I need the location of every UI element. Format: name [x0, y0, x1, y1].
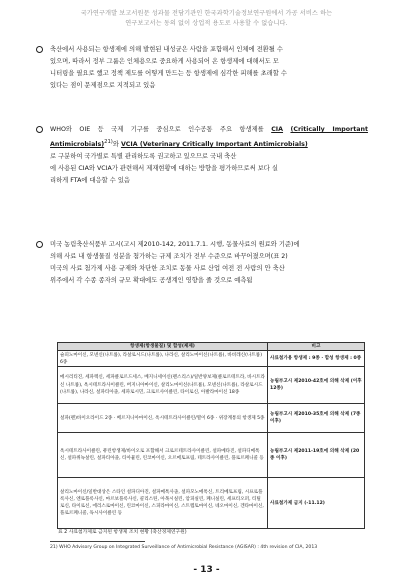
table-header-row	[58, 343, 365, 351]
page-number: - 13 -	[193, 565, 220, 575]
table-cell-note: 농림부고시 제2011-19호에 의해 삭제 (20종 이후)	[268, 433, 365, 478]
paragraph-line: 미국 농림축산식품부 고시(고시 제2010-142, 2011.7.1. 시행, 동물사료의 원료와 기준)에	[50, 241, 300, 248]
table-cell: 살리노마이신/일반대상은 스타인 설파디아진, 설파메톡사졸, 설파모노메톡신, 트리메토프림, 시프로플록사신, 엔로플록사신, 마르보플록사신, 콜리스틴, 아목시실린, 암피실린, 페니실린, 세프티오퍼, 티틸로신, 타이로신, 에리스로마이신, 린코마이신, 스피라마이신, 스트렙토마이신, 네오마이신, 겐타마이신, 플로르페니콜, 독시사이클린 등	[58, 478, 268, 529]
paragraph-3	[50, 239, 368, 287]
table-header-cell: 항생제(항생물질) 및 합성(제제)	[58, 343, 268, 351]
paragraph-line: 의해 사료 내 항생물질 성분을 첨가하는 규제 조치가 전부 수준으로 바꾸어졌으며(표 2)	[50, 253, 288, 260]
paragraph-line: 에 사용된 CIA와 VCIA가 관련해서 제재현황에 대하는 방향을 평가하므로써 보다 실	[50, 165, 278, 173]
paragraph-line: WHO와 OIE 등 국제 기구를 중심으로 인수공통 주요 항생제를 CIA (Critically Important Antimicrobials)$^{21)}$와 VCIA (Veterinary Critically Important Antimicrobials)	[50, 126, 368, 149]
table-cell: 옥시테트라사이클린, 퓨린항생제/바이오로 포함해서 크로르테트라사이클린, 설파메타진, 설파디메톡신, 설파퀴녹살린, 설파티아졸, 티아뮬린, 린코마이신, 오르메토프림, 테트라사이클린, 플로르페니콜 등	[58, 433, 268, 478]
footnote: 21) WHO Advisory Group on Integrated Surveillance of Antimicrobial Resistance (AGISAR) : 4th revision of CIA, 2013	[50, 545, 318, 550]
table-cell-note: 농림부고시 제2010-42호에 의해 삭제 (이후 12종)	[268, 367, 365, 404]
paragraph-line: 있으며, 따라서 정부 그룹은 인체용으로 중요하게 사용되어 온 항생제에 대해서도 모	[50, 58, 279, 65]
watermark-line-1: 국가연구개발 보고서원문 성과물 전담기관인 한국과학기술정보연구원에서 가공 서비스 하는	[80, 10, 333, 17]
paragraph-line: 있다는 점이 문제점으로 지적되고 있음	[50, 82, 156, 89]
paragraph-line: 니터링을 필요로 했고 정책 제도를 어떻게 만드는 등 항생제에 심각한 피해를 초래할 수	[50, 70, 287, 77]
table-row	[58, 351, 365, 367]
table-caption: 표 2 사료첨가제로 금지된 항생제 조치 현황 (축산경제연구원)	[58, 530, 187, 535]
table-cell-note: 사료첨가용 항생제 : 9종 · 합성 항생제 : 0종	[268, 351, 365, 367]
table-row	[58, 433, 365, 478]
paragraph-2	[50, 124, 368, 187]
table-cell-note: 농림부고시 제2010-35호에 의해 삭제 (7종 이후)	[268, 404, 365, 433]
table-cell: 메시리티진, 세파렉신, 세파클로르드세스, 베지니세이신(펜스리스)/일반양보제(클로르테트라, 바시트라신 나트륨), 옥시테트라사이클린, 버지니아마이신, 살리노마이신(나트륨), 모넨신(나트륨), 라살로시드(나트륨), 나라신, 설파티아졸, 세파로시민, 크로르사이클린, 타이로신, 아발라마이신 18종	[58, 367, 268, 404]
paragraph-line: 미국의 사료 첨가제 사용 규제와 차단한 조치로 동물 사료 산업 여전 전 사람의 안 축산	[50, 265, 285, 272]
paragraph-line: 리하게 FTA에 대응할 수 있음	[50, 177, 131, 185]
paragraph-line: 로 구분하여 국가별로 특별 관리하도록 권고하고 있으므로 국내 축산	[50, 153, 237, 161]
footnote-divider	[50, 541, 145, 542]
table-cell-note: 사료첨가제 금지 (-11.12)	[268, 478, 365, 529]
paragraph-1	[50, 44, 368, 92]
bullet-circle-icon	[36, 46, 43, 53]
table-header-cell: 비고	[268, 343, 365, 351]
watermark-line-2: 연구보고서는 동의 없이 상업적 용도로 사용할 수 없습니다.	[125, 20, 288, 27]
table-row	[58, 367, 365, 404]
paragraph-line: 위주에서 각 수종 종자의 규모 확대에도 공생계인 영향을 줄 것으로 예측됨	[50, 277, 253, 284]
bullet-circle-icon	[36, 241, 43, 248]
bullet-circle-icon	[36, 126, 43, 133]
watermark	[0, 9, 413, 29]
table-cell: 슬피노마이신, 모넨신(나트륨), 라살로시드(나트륨), 나라신, 살리노마이신(나트륨), 바비레신(나트륨) 6종	[58, 351, 268, 367]
paragraph-line: 축산에서 사용되는 항생제에 의해 발현된 내성균은 사람을 포함해서 인체에 전환될 수	[50, 46, 283, 53]
table-row	[58, 404, 365, 433]
table-cell: 설파(펜)바이오라이드 2종 · 베르지니아마이신, 옥시테트라사이클린/열이 6종 · 위장계통의 항생제 5종	[58, 404, 268, 433]
antibiotic-table	[57, 342, 365, 529]
table-row	[58, 478, 365, 529]
